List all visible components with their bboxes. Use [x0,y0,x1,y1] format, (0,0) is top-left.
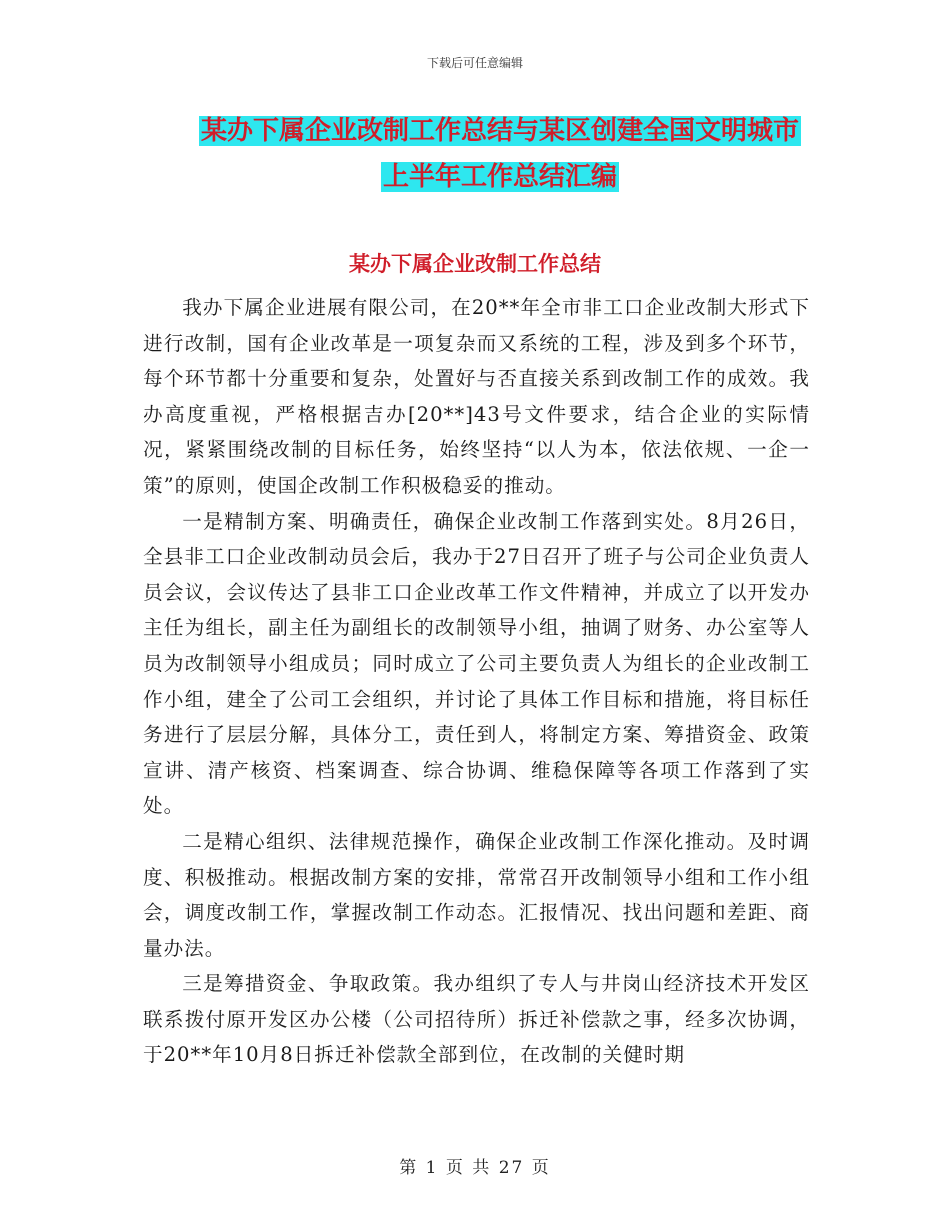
paragraph: 三是筹措资金、争取政策。我办组织了专人与井岗山经济技术开发区联系拨付原开发区办公楼（公司招待所）拆迁补偿款之事，经多次协调，于20**年10月8日拆迁补偿款全部到位，在改制的关健时期 [143,972,810,1067]
paragraph: 一是精制方案、明确责任，确保企业改制工作落到实处。8月26日，全县非工口企业改制动员会后，我办于27日召开了班子与公司企业负责人员会议，会议传达了县非工口企业改革工作文件精神，并成立了以开发办主任为组长，副主任为副组长的改制领导小组，抽调了财务、办公室等人员为改制领导小组成员；同时成立了公司主要负责人为组长的企业改制工作小组，建全了公司工会组织，并讨论了具体工作目标和措施，将目标任务进行了层层分解，具体分工，责任到人，将制定方案、筹措资金、政策宣讲、清产核资、档案调查、综合协调、维稳保障等各项工作落到了实处。 [143,509,810,818]
page-header-note: 下载后可任意编辑 [426,56,523,70]
section-title: 某办下属企业改制工作总结 [349,252,601,276]
document-body [143,290,810,1073]
document-title [150,108,850,200]
title-line-1: 某办下属企业改制工作总结与某区创建全国文明城市 [200,116,799,146]
title-line-2: 上半年工作总结汇编 [382,162,617,192]
paragraph: 我办下属企业进展有限公司，在20**年全市非工口企业改制大形式下进行改制，国有企业改革是一项复杂而又系统的工程，涉及到多个环节，每个环节都十分重要和复杂，处置好与否直接关系到改制工作的成效。我办高度重视，严格根据吉办[20**]43号文件要求，结合企业的实际情况，紧紧围绕改制的目标任务，始终坚持“以人为本，依法依规、一企一策”的原则，使国企改制工作积极稳妥的推动。 [143,296,810,497]
page-number-footer: 第 1 页 共 27 页 [399,1158,551,1178]
paragraph: 二是精心组织、法律规范操作，确保企业改制工作深化推动。及时调度、积极推动。根据改制方案的安排，常常召开改制领导小组和工作小组会，调度改制工作，掌握改制工作动态。汇报情况、找出问题和差距、商量办法。 [143,829,810,960]
